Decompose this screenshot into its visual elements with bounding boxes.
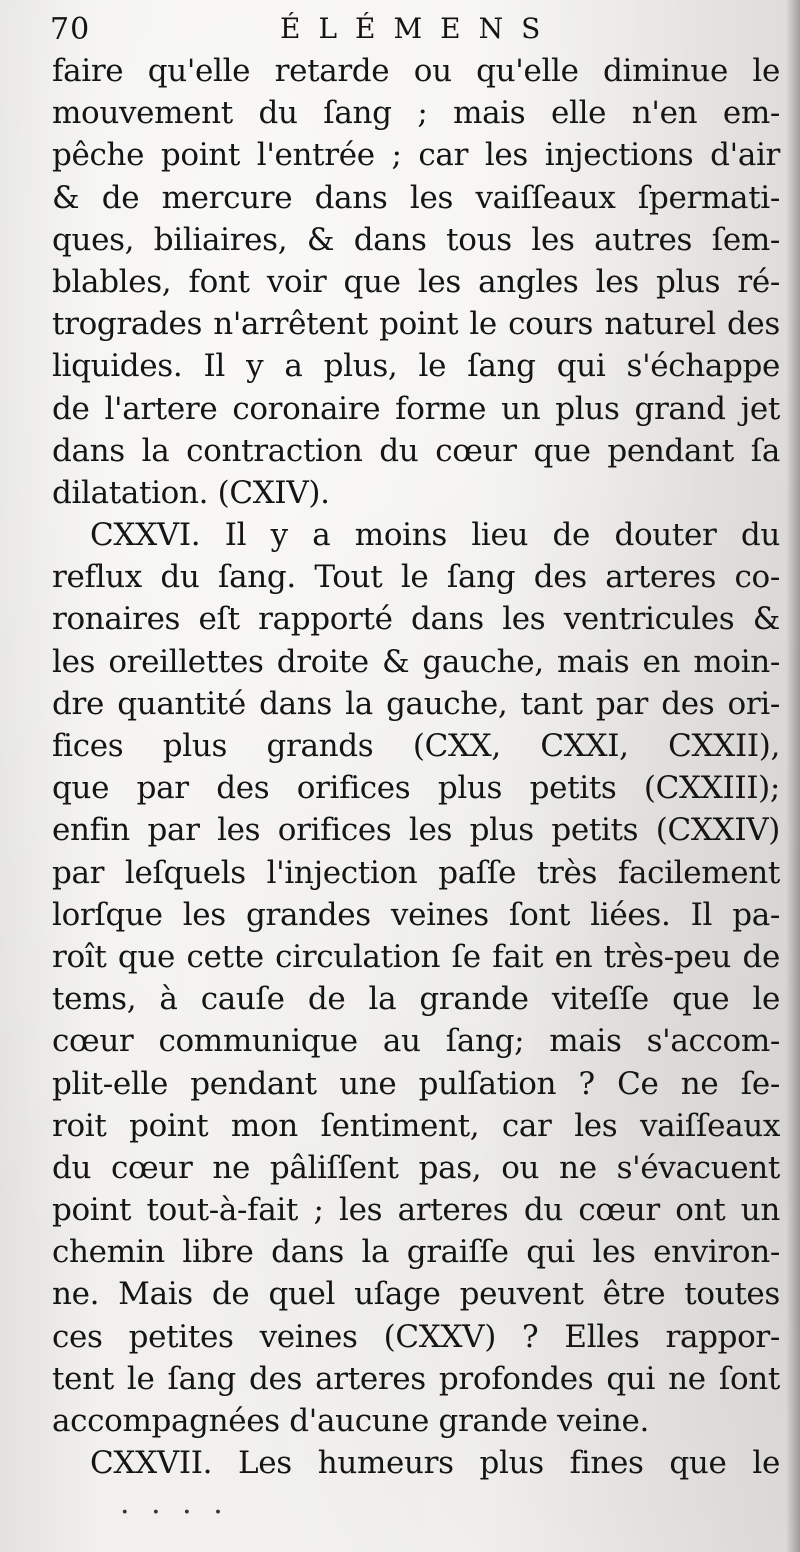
section-heading-line: CXXVII. Les humeurs plus fines que le [90,1445,780,1482]
text-line: point tout-à-fait ; les arteres du cœur ont un [52,1192,780,1229]
text-line: par leſquels l'injection paſſe très facilement [52,854,780,891]
text-line: trogrades n'arrêtent point le cours naturel des [52,306,780,343]
text-line: dans la contraction du cœur que pendant ſa [52,432,780,469]
text-line: lorſque les grandes veines ſont liées. Il pa- [52,896,780,933]
text-line: dre quantité dans la gauche, tant par des ori- [52,685,780,722]
text-line: fices plus grands (CXX, CXXI, CXXII), [52,728,780,764]
text-line: chemin libre dans la graiſſe qui les environ- [52,1234,780,1271]
text-line: roît que cette circulation ſe fait en très-peu de [52,938,780,975]
section-heading-line: CXXVI. Il y a moins lieu de douter du [90,517,780,554]
page-header [50,10,770,50]
text-line: cœur communique au ſang; mais s'accom- [52,1023,780,1060]
text-line: liquides. Il y a plus, le ſang qui s'échappe [52,348,780,385]
text-line: reflux du ſang. Tout le ſang des arteres co- [52,559,780,596]
text-line: roit point mon ſentiment, car les vaiſſeaux [52,1107,780,1144]
text-line: pêche point l'entrée ; car les injections d'air [52,137,780,174]
text-line: tems, à cauſe de la grande viteſſe que le [52,981,780,1018]
text-line: ronaires eſt rapporté dans les ventricules & [52,601,780,638]
page-number: 70 [50,12,91,47]
text-line: mouvement du ſang ; mais elle n'en em- [52,95,780,132]
text-line: que par des orifices plus petits (CXXIII); [52,770,780,807]
text-line: blables, font voir que les angles les plus ré- [52,263,780,300]
running-head: ÉLÉMENS [280,12,559,45]
text-line: ces petites veines (CXXV) ? Elles rappor- [52,1318,780,1355]
text-line: & de mercure dans les vaiſſeaux ſpermati- [52,179,780,216]
page-edge-shadow [786,0,800,1552]
text-line: les oreillettes droite & gauche, mais en moin- [52,643,780,680]
text-line: ques, biliaires, & dans tous les autres ſem- [52,221,780,258]
text-line: du cœur ne pâliſſent pas, ou ne s'évacuent [52,1149,780,1186]
text-line: faire qu'elle retarde ou qu'elle diminue le [52,53,780,89]
bottom-margin-fragment: · · · · [120,1495,229,1530]
text-line: ne. Mais de quel uſage peuvent être toutes [52,1276,780,1313]
paragraph-end-line: accompagnées d'aucune grande veine. [52,1403,650,1439]
paragraph-end-line: dilatation. (CXIV). [52,474,330,511]
text-line: plit-elle pendant une pulſation ? Ce ne ſe- [52,1065,780,1102]
text-line: de l'artere coronaire forme un plus grand jet [52,390,780,427]
text-line: enfin par les orifices les plus petits (CXXIV) [52,812,780,849]
body-text [52,50,780,1484]
text-line: tent le ſang des arteres profondes qui ne ſont [52,1360,780,1397]
